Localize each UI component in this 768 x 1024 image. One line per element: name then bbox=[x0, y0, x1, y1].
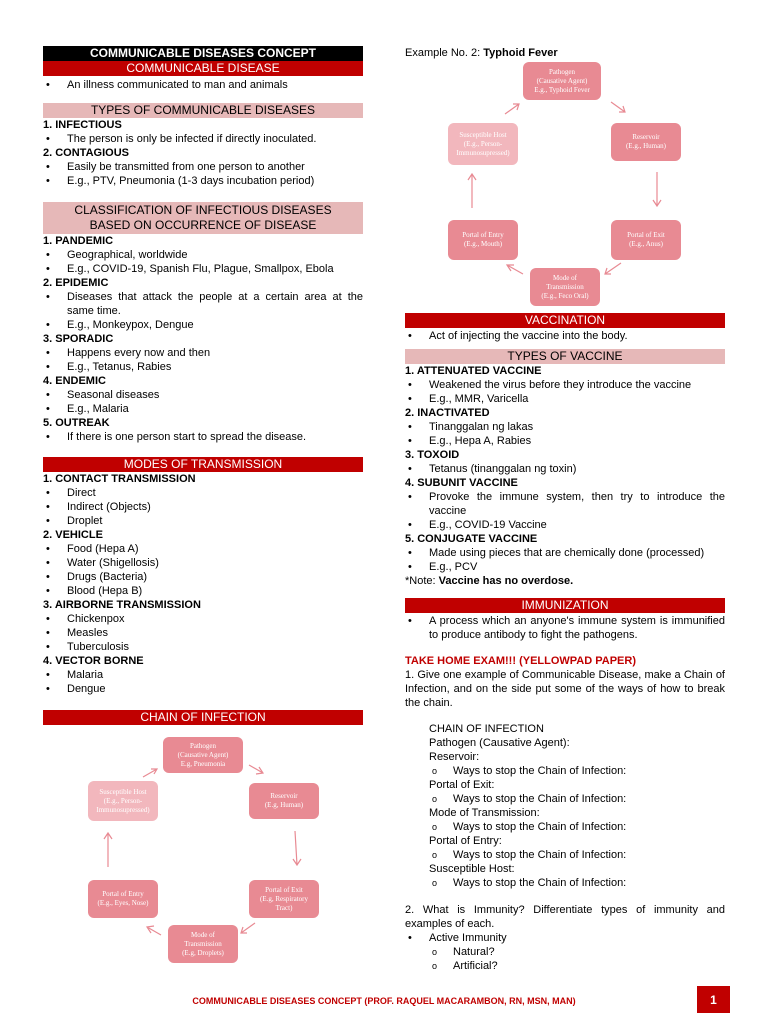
arrow-icon bbox=[143, 769, 157, 777]
node-line: Transmission bbox=[546, 282, 584, 291]
list-item: • Direct bbox=[43, 486, 363, 500]
example-label: Example No. 2: bbox=[405, 47, 484, 59]
node-line: (E.g., Person- bbox=[463, 139, 503, 148]
inactivated-heading: 2. INACTIVATED bbox=[405, 407, 490, 419]
immunity-list bbox=[405, 931, 725, 945]
q1-host: Susceptible Host: bbox=[429, 863, 515, 875]
list-item: • E.g., Hepa A, Rabies bbox=[405, 434, 725, 448]
q1-reservoir: Reservoir: bbox=[429, 751, 480, 763]
list-item: • If there is one person start to spread the disease. bbox=[43, 430, 363, 444]
typhoid-chain-diagram bbox=[405, 60, 725, 305]
list-item: • Droplet bbox=[43, 514, 363, 528]
document-title: COMMUNICABLE DISEASES CONCEPT bbox=[43, 46, 363, 61]
list-item: • E.g., Malaria bbox=[43, 402, 363, 416]
node-line: Reservoir bbox=[632, 133, 660, 141]
q1-template bbox=[405, 722, 725, 890]
vaccination-header: VACCINATION bbox=[405, 313, 725, 328]
note-text: Vaccine has no overdose. bbox=[438, 575, 574, 587]
list-item: • E.g., PCV bbox=[405, 560, 725, 574]
list-item: • Geographical, worldwide bbox=[43, 248, 363, 262]
node-line: E.g, Pneumonia bbox=[180, 759, 226, 768]
list-item: • Diseases that attack the people at a certain area at the same time. bbox=[43, 290, 363, 318]
endemic-list bbox=[43, 388, 363, 416]
node-line: Susceptible Host bbox=[459, 130, 507, 139]
list-item: • Water (Shigellosis) bbox=[43, 556, 363, 570]
attenuated-heading: 1. ATTENUATED VACCINE bbox=[405, 365, 542, 377]
contagious-list bbox=[43, 160, 363, 188]
list-item: • E.g., Monkeypox, Dengue bbox=[43, 318, 363, 332]
question-2: 2. What is Immunity? Differentiate types of immunity and examples of each. bbox=[405, 904, 725, 930]
right-column bbox=[405, 46, 725, 973]
list-item: • Made using pieces that are chemically done (processed) bbox=[405, 546, 725, 560]
outbreak-heading: 5. OUTREAK bbox=[43, 417, 110, 429]
arrow-icon bbox=[293, 831, 301, 865]
q1-pathogen: Pathogen (Causative Agent): bbox=[429, 737, 570, 749]
list-item: • Tetanus (tinanggalan ng toxin) bbox=[405, 462, 725, 476]
list-item: o Artificial? bbox=[429, 959, 725, 973]
q1-ways: o Ways to stop the Chain of Infection: bbox=[429, 820, 725, 834]
list-item: • Provoke the immune system, then try to introduce the vaccine bbox=[405, 490, 725, 518]
page-number: 1 bbox=[697, 986, 730, 1013]
example-title bbox=[405, 46, 725, 60]
conjugate-heading: 5. CONJUGATE VACCINE bbox=[405, 533, 538, 545]
arrow-icon bbox=[104, 833, 112, 867]
epidemic-heading: 2. EPIDEMIC bbox=[43, 277, 109, 289]
list-item: • Weakened the virus before they introduce the vaccine bbox=[405, 378, 725, 392]
infectious-list bbox=[43, 132, 363, 146]
node-line: (E.g, Droplets) bbox=[182, 948, 224, 957]
node-line: Mode of bbox=[191, 930, 215, 939]
toxoid-list bbox=[405, 462, 725, 476]
node-line: Immunosupressed) bbox=[456, 148, 510, 157]
list-item: • Drugs (Bacteria) bbox=[43, 570, 363, 584]
q1-ways: o Ways to stop the Chain of Infection: bbox=[429, 848, 725, 862]
page-footer: COMMUNICABLE DISEASES CONCEPT (PROF. RAQUEL MACARAMBON, RN, MSN, MAN) bbox=[192, 996, 576, 1006]
arrow-icon bbox=[505, 104, 519, 114]
node-line: Transmission bbox=[184, 939, 222, 948]
arrow-icon bbox=[605, 263, 621, 274]
q1-ways: o Ways to stop the Chain of Infection: bbox=[429, 876, 725, 890]
list-item: • E.g., Tetanus, Rabies bbox=[43, 360, 363, 374]
contagious-heading: 2. CONTAGIOUS bbox=[43, 147, 129, 159]
types-vaccine-header: TYPES OF VACCINE bbox=[405, 349, 725, 364]
node-line: (E.g., Feco Oral) bbox=[541, 291, 589, 300]
note-prefix: *Note: bbox=[405, 575, 439, 587]
list-item: • E.g., MMR, Varicella bbox=[405, 392, 725, 406]
vehicle-heading: 2. VEHICLE bbox=[43, 529, 103, 541]
list-item: • E.g., COVID-19 Vaccine bbox=[405, 518, 725, 532]
node-line: Portal of Exit bbox=[265, 885, 303, 894]
list-item: • Tuberculosis bbox=[43, 640, 363, 654]
node-line: Portal of Entry bbox=[462, 231, 504, 239]
list-item: • Blood (Hepa B) bbox=[43, 584, 363, 598]
infectious-heading: 1. INFECTIOUS bbox=[43, 119, 122, 131]
exam-header: TAKE HOME EXAM!!! (YELLOWPAD PAPER) bbox=[405, 655, 636, 667]
outbreak-list bbox=[43, 430, 363, 444]
vector-list bbox=[43, 668, 363, 696]
list-item: • Chickenpox bbox=[43, 612, 363, 626]
node-line: Tract) bbox=[275, 903, 293, 912]
node-line: Pathogen bbox=[548, 67, 576, 76]
node-line: E.g., Typhoid Fever bbox=[534, 85, 590, 94]
sporadic-list bbox=[43, 346, 363, 374]
arrow-icon bbox=[147, 926, 161, 935]
q1-ways: o Ways to stop the Chain of Infection: bbox=[429, 764, 725, 778]
list-item: o Natural? bbox=[429, 945, 725, 959]
cd-definition bbox=[43, 78, 363, 92]
node-line: (E.g., Person- bbox=[103, 796, 143, 805]
pandemic-heading: 1. PANDEMIC bbox=[43, 235, 114, 247]
q1-entry: Portal of Entry: bbox=[429, 835, 502, 847]
arrow-icon bbox=[611, 102, 625, 112]
modes-header: MODES OF TRANSMISSION bbox=[43, 457, 363, 472]
contact-list bbox=[43, 486, 363, 528]
node-line: (E.g., Mouth) bbox=[463, 240, 503, 248]
immunization-header: IMMUNIZATION bbox=[405, 598, 725, 613]
chain-header: CHAIN OF INFECTION bbox=[43, 710, 363, 725]
immunization-list bbox=[405, 614, 725, 642]
list-item: • E.g., PTV, Pneumonia (1-3 days incubation period) bbox=[43, 174, 363, 188]
list-item: • Tinanggalan ng lakas bbox=[405, 420, 725, 434]
communicable-disease-header: COMMUNICABLE DISEASE bbox=[43, 61, 363, 76]
list-item: • Act of injecting the vaccine into the body. bbox=[405, 329, 725, 343]
q1-title: CHAIN OF INFECTION bbox=[429, 723, 544, 735]
types-header: TYPES OF COMMUNICABLE DISEASES bbox=[43, 103, 363, 118]
vaccination-list bbox=[405, 329, 725, 343]
question-1: 1. Give one example of Communicable Disease, make a Chain of Infection, and on the side put some of the ways of how to break the chain. bbox=[405, 669, 725, 709]
epidemic-list bbox=[43, 290, 363, 332]
arrow-icon bbox=[241, 923, 255, 933]
arrow-icon bbox=[507, 265, 523, 274]
vector-heading: 4. VECTOR BORNE bbox=[43, 655, 144, 667]
arrow-icon bbox=[468, 174, 476, 208]
node-line: Immunosupressed) bbox=[96, 805, 150, 814]
node-line: (Causative Agent) bbox=[536, 76, 588, 85]
arrow-icon bbox=[653, 172, 661, 206]
list-item: • A process which an anyone's immune system is immunified to produce antibody to fight the pathogens. bbox=[405, 614, 725, 642]
example-name: Typhoid Fever bbox=[483, 47, 558, 59]
vehicle-list bbox=[43, 542, 363, 598]
list-item: • An illness communicated to man and animals bbox=[43, 78, 363, 92]
left-column bbox=[43, 46, 363, 962]
list-item: • Happens every now and then bbox=[43, 346, 363, 360]
node-line: Pathogen bbox=[189, 741, 217, 750]
node-line: Reservoir bbox=[270, 792, 298, 800]
toxoid-heading: 3. TOXOID bbox=[405, 449, 460, 461]
list-item: • Seasonal diseases bbox=[43, 388, 363, 402]
pandemic-list bbox=[43, 248, 363, 276]
list-item: • Indirect (Objects) bbox=[43, 500, 363, 514]
list-item: • Dengue bbox=[43, 682, 363, 696]
subunit-heading: 4. SUBUNIT VACCINE bbox=[405, 477, 518, 489]
active-sublist bbox=[405, 945, 725, 973]
node-line: Portal of Entry bbox=[102, 890, 144, 898]
node-line: (E.g, Respiratory bbox=[259, 894, 308, 903]
q1-mode: Mode of Transmission: bbox=[429, 807, 540, 819]
list-item: • Food (Hepa A) bbox=[43, 542, 363, 556]
list-item: • E.g., COVID-19, Spanish Flu, Plague, Smallpox, Ebola bbox=[43, 262, 363, 276]
subunit-list bbox=[405, 490, 725, 532]
q1-ways: o Ways to stop the Chain of Infection: bbox=[429, 792, 725, 806]
cycle-arrows bbox=[43, 727, 363, 962]
sporadic-heading: 3. SPORADIC bbox=[43, 333, 114, 345]
node-line: Portal of Exit bbox=[627, 231, 665, 239]
list-item: • Easily be transmitted from one person to another bbox=[43, 160, 363, 174]
node-line: (E.g, Human) bbox=[264, 801, 304, 809]
q1-exit: Portal of Exit: bbox=[429, 779, 495, 791]
list-item: • Malaria bbox=[43, 668, 363, 682]
attenuated-list bbox=[405, 378, 725, 406]
cycle-arrows bbox=[405, 60, 725, 310]
node-line: (E.g., Anus) bbox=[629, 240, 663, 248]
endemic-heading: 4. ENDEMIC bbox=[43, 375, 106, 387]
arrow-icon bbox=[249, 765, 263, 774]
node-line: (Causative Agent) bbox=[177, 750, 229, 759]
contact-heading: 1. CONTACT TRANSMISSION bbox=[43, 473, 196, 485]
node-line: Mode of bbox=[553, 273, 577, 282]
classification-header-line1: CLASSIFICATION OF INFECTIOUS DISEASES bbox=[74, 203, 332, 217]
classification-header-line2: BASED ON OCCURRENCE OF DISEASE bbox=[89, 218, 317, 232]
classification-header bbox=[43, 202, 363, 234]
conjugate-list bbox=[405, 546, 725, 574]
chain-of-infection-diagram bbox=[43, 727, 363, 962]
list-item: • Active Immunity bbox=[405, 931, 725, 945]
airborne-list bbox=[43, 612, 363, 654]
list-item: • Measles bbox=[43, 626, 363, 640]
node-line: (E.g., Eyes, Nose) bbox=[97, 899, 149, 907]
vaccine-note bbox=[405, 574, 725, 588]
inactivated-list bbox=[405, 420, 725, 448]
node-line: (E.g., Human) bbox=[625, 142, 667, 150]
airborne-heading: 3. AIRBORNE TRANSMISSION bbox=[43, 599, 201, 611]
node-line: Susceptible Host bbox=[99, 787, 147, 796]
list-item: • The person is only be infected if directly inoculated. bbox=[43, 132, 363, 146]
